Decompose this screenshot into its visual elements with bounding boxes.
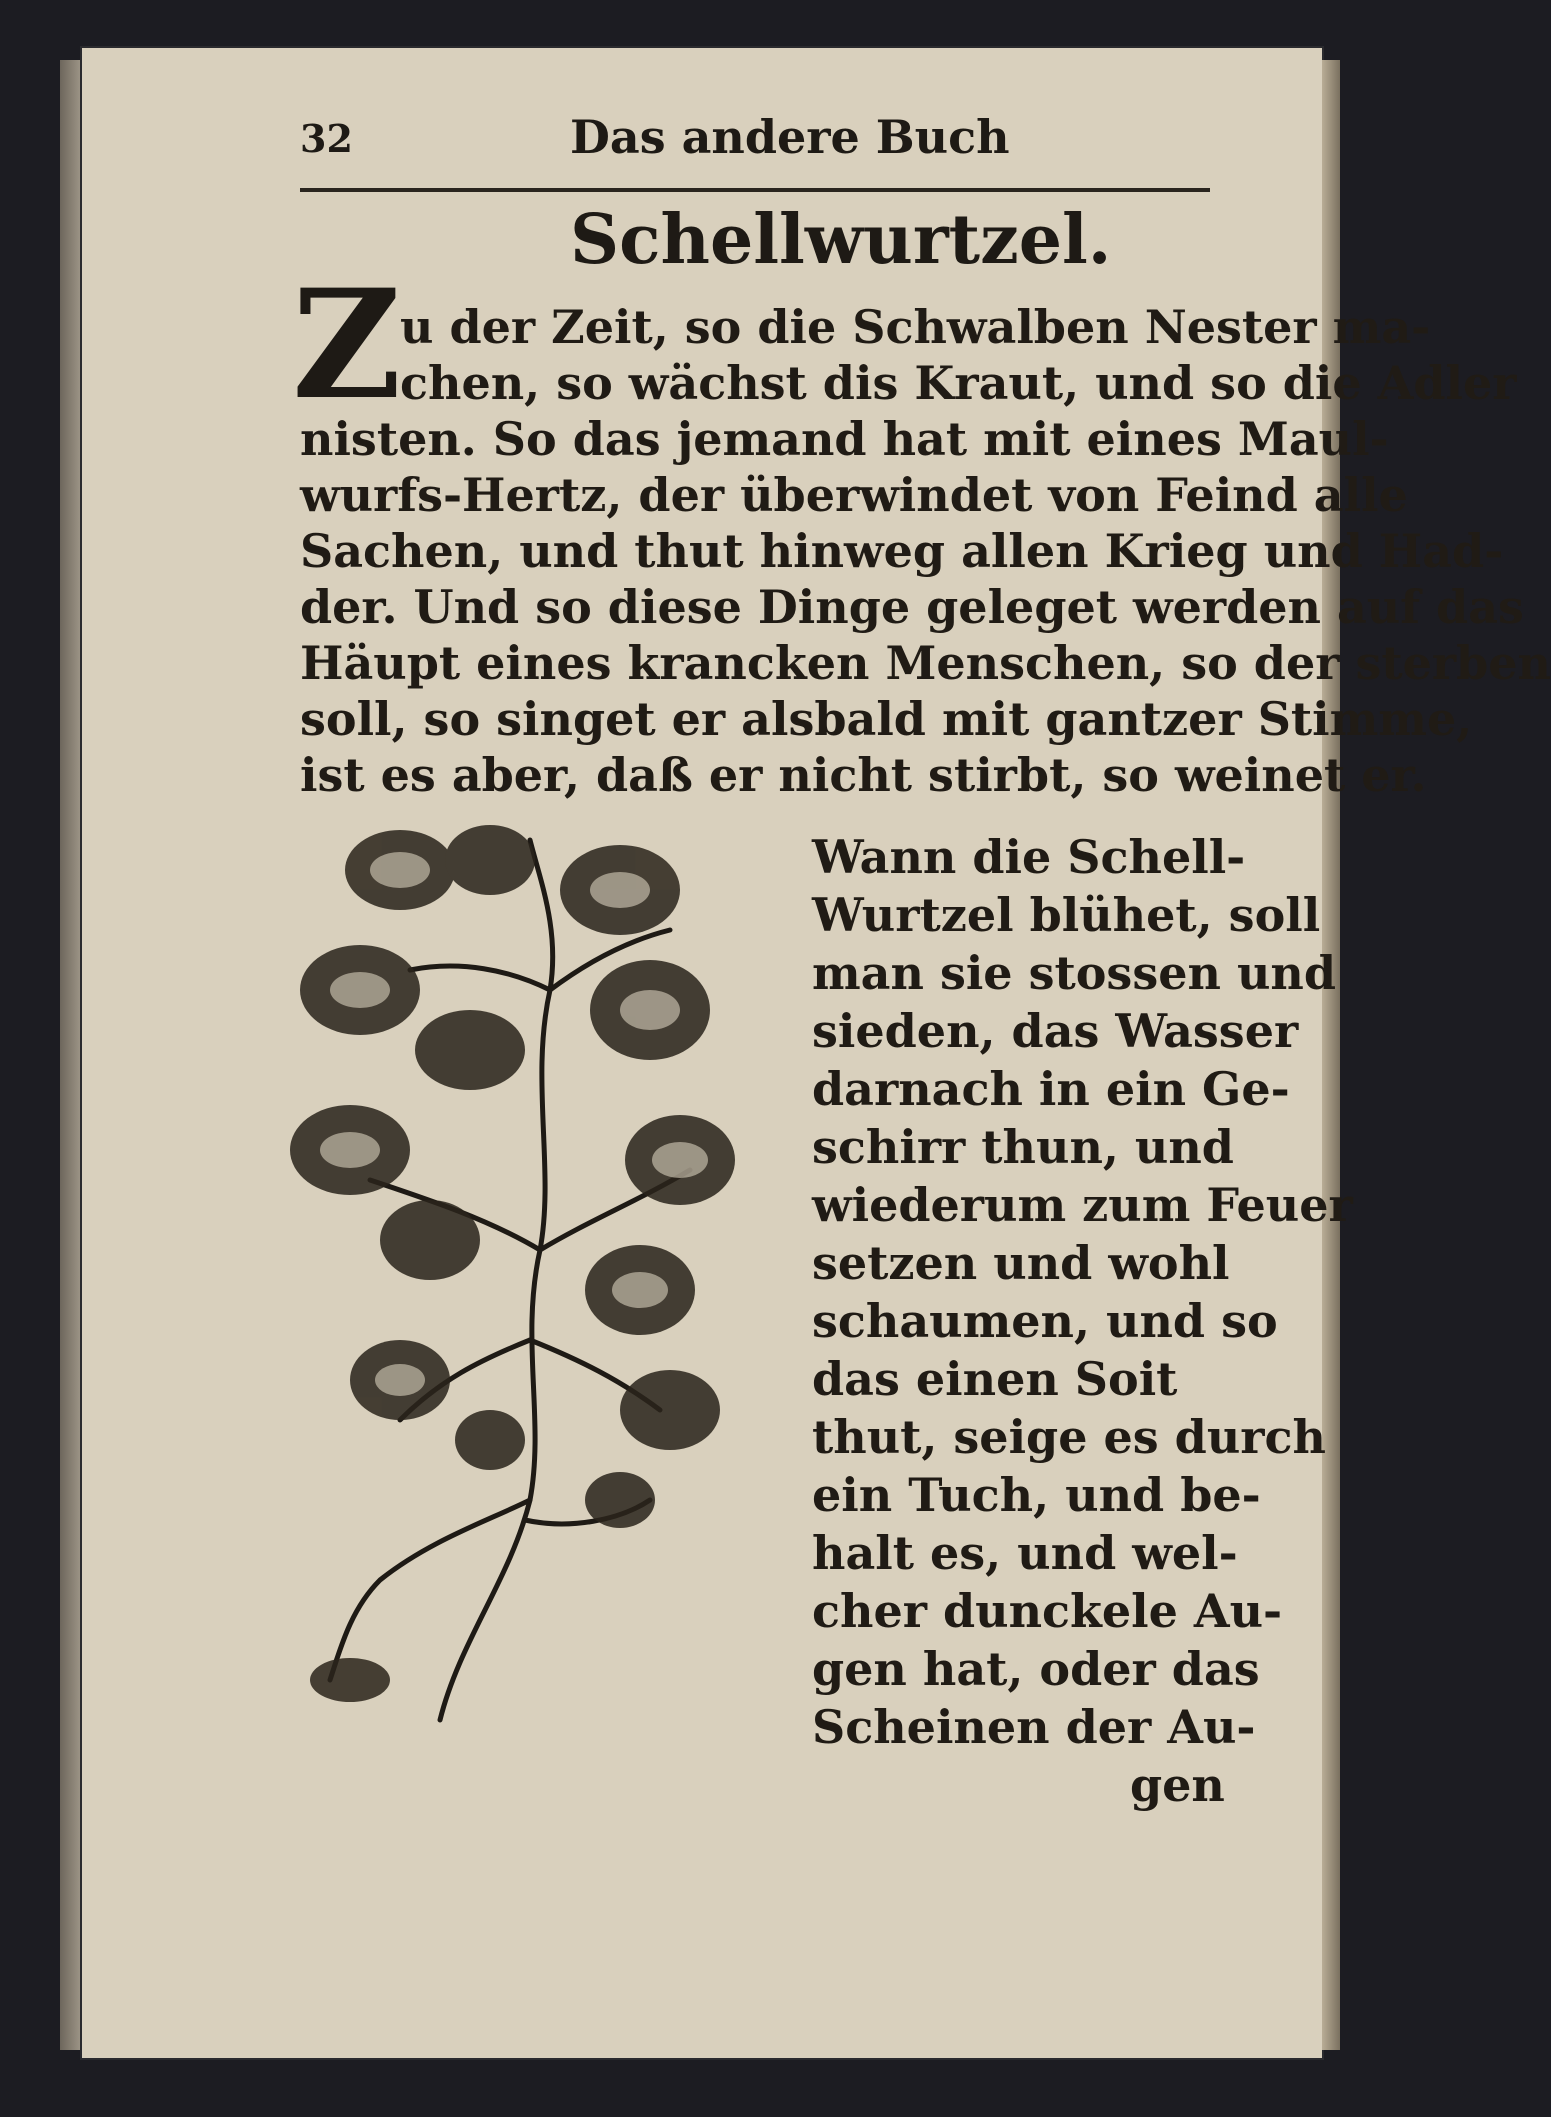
column-line: Wurtzel blühet, soll (812, 888, 1321, 942)
paragraph-line: Häupt eines krancken Menschen, so der sterben (300, 636, 1551, 690)
column-line: darnach in ein Ge- (812, 1062, 1290, 1116)
column-line: cher dunckele Au- (812, 1584, 1283, 1638)
column-line: Wann die Schell- (812, 830, 1246, 884)
paragraph-line: u der Zeit, so die Schwalben Nester ma- (400, 300, 1431, 354)
column-line: das einen Soit (812, 1352, 1178, 1406)
section-title: Schellwurtzel. (570, 200, 1112, 280)
column-line: man sie stossen und (812, 946, 1336, 1000)
column-line: thut, seige es durch (812, 1410, 1326, 1464)
column-line: halt es, und wel- (812, 1526, 1238, 1580)
column-line: setzen und wohl (812, 1236, 1230, 1290)
page-number: 32 (300, 116, 353, 161)
paragraph-line: der. Und so diese Dinge geleget werden auf das (300, 580, 1524, 634)
paragraph-line: chen, so wächst dis Kraut, und so die Adler (400, 356, 1517, 410)
column-line: Scheinen der Au- (812, 1700, 1256, 1754)
column-line: gen (1130, 1758, 1225, 1812)
paragraph-line: wurfs-Hertz, der überwindet von Feind alle (300, 468, 1408, 522)
running-title: Das andere Buch (570, 110, 1010, 164)
drop-cap: Z (292, 257, 402, 433)
column-line: gen hat, oder das (812, 1642, 1260, 1696)
column-line: schaumen, und so (812, 1294, 1278, 1348)
paragraph-line: soll, so singet er alsbald mit gantzer Stimme, (300, 692, 1473, 746)
column-line: ein Tuch, und be- (812, 1468, 1261, 1522)
paragraph-line: ist es aber, daß er nicht stirbt, so weinet er. (300, 748, 1427, 802)
header-rule (300, 188, 1210, 192)
paragraph-line: Sachen, und thut hinweg allen Krieg und Had- (300, 524, 1504, 578)
column-line: wiederum zum Feuer (812, 1178, 1353, 1232)
column-line: sieden, das Wasser (812, 1004, 1299, 1058)
column-line: schirr thun, und (812, 1120, 1234, 1174)
paragraph-line: nisten. So das jemand hat mit eines Maul- (300, 412, 1389, 466)
woodcut-plant-illustration (290, 820, 740, 1740)
page-header (300, 110, 1210, 174)
